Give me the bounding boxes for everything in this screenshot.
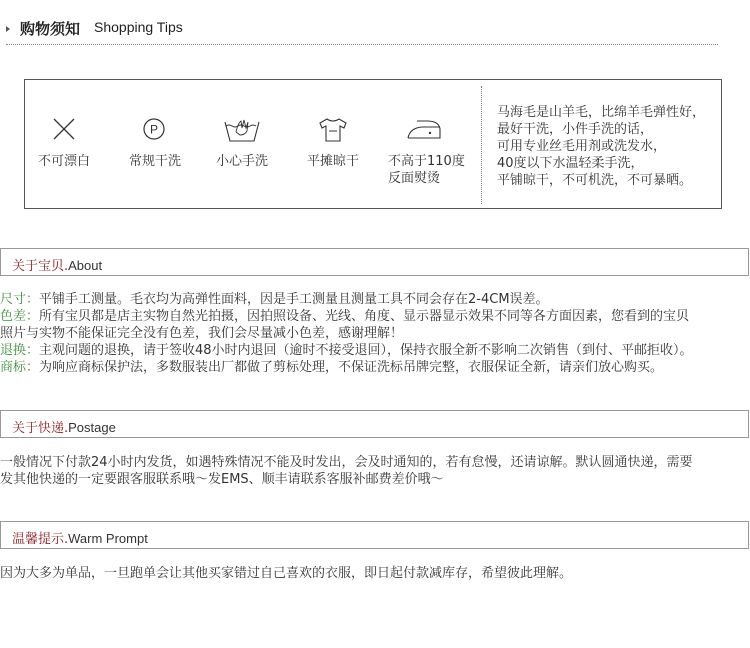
row-text: 照片与实物不能保证完全没有色差，我们会尽量减小色差，感谢理解！ [0,326,404,341]
dry-clean-icon [141,116,167,142]
care-divider [481,86,482,204]
care-label-line2: 反面熨烫 [388,171,441,186]
header-title-cn: 购物须知 [20,20,81,38]
care-label: 不可漂白 [37,154,90,169]
about-row-label [0,359,663,376]
warm-line: 因为大多为单品，一旦跑单会让其他买家错过自己喜欢的衣服，即日起付款减库存，希望彼此理解。 [0,566,573,581]
postage-line: 一般情况下付款24小时内发货，如遇特殊情况不能及时发出，会及时通知的，若有怠慢，还请谅解。默认圆通快递，需要 [0,455,693,470]
care-label: 小心手洗 [215,154,268,169]
about-section-title [12,255,102,274]
care-instructions-box [24,79,722,209]
care-note-line: 可用专业丝毛用剂或洗发水， [497,139,667,154]
row-text: 平铺手工测量。毛衣均为高弹性面料，因是手工测量且测量工具不同会存在2-4CM误差。 [39,292,549,307]
about-row-color-cont [0,325,403,342]
postage-section-bar [0,410,749,438]
row-text: 主观问题的退换，请于签收48小时内退回（逾时不接受退回），保持衣服全新不影响二次销售（到付、平邮拒收）。 [39,343,693,358]
care-label: 平摊晾干 [306,154,359,169]
care-note-line: 40度以下水温轻柔手洗， [497,156,644,171]
about-section-bar [0,248,749,276]
about-row-size [0,291,549,308]
triangle-bullet-icon [6,26,10,32]
shopping-tips-header [6,18,718,45]
warm-section-title [12,528,148,547]
row-key: 尺寸： [0,292,40,307]
row-key: 退换： [0,343,40,358]
about-title-en: About [68,258,103,273]
row-key: 商标： [0,360,40,375]
care-label [388,153,488,187]
warm-title-cn: 温馨提示. [12,532,69,547]
care-note-line: 平铺晾干，不可机洗，不可暴晒。 [497,173,693,188]
about-row-color [0,308,689,325]
care-note-line: 最好干洗，小件手洗的话， [497,122,654,137]
care-label-line1: 不高于110度 [388,154,465,169]
postage-line: 发其他快递的一定要跟客服联系哦～发EMS、顺丰请联系客服补邮费差价哦～ [0,472,444,487]
hand-wash-icon [222,116,262,144]
postage-section-title [12,417,116,436]
iron-icon [405,116,443,142]
about-title-cn: 关于宝贝. [12,259,69,274]
warm-title-en: Warm Prompt [68,531,148,546]
warm-section-bar [0,521,749,549]
header-title-en: Shopping Tips [94,19,183,35]
postage-title-en: Postage [68,420,116,435]
care-label: 常规干洗 [128,154,181,169]
row-text: 为响应商标保护法，多数服装出厂都做了剪标处理，不保证洗标吊牌完整，衣服保证全新，请亲们放心购买。 [39,360,664,375]
postage-title-cn: 关于快递. [12,421,69,436]
dry-flat-icon [317,116,349,144]
svg-text:P: P [149,122,159,137]
care-note [497,104,705,189]
row-text: 所有宝贝都是店主实物自然光拍摄，因拍照设备、光线、角度、显示器显示效果不同等各方面因素，您看到的宝贝 [39,309,690,324]
no-bleach-icon [51,116,77,142]
row-key: 色差： [0,309,40,324]
about-row-return [0,342,693,359]
care-note-line: 马海毛是山羊毛，比绵羊毛弹性好， [497,105,706,120]
